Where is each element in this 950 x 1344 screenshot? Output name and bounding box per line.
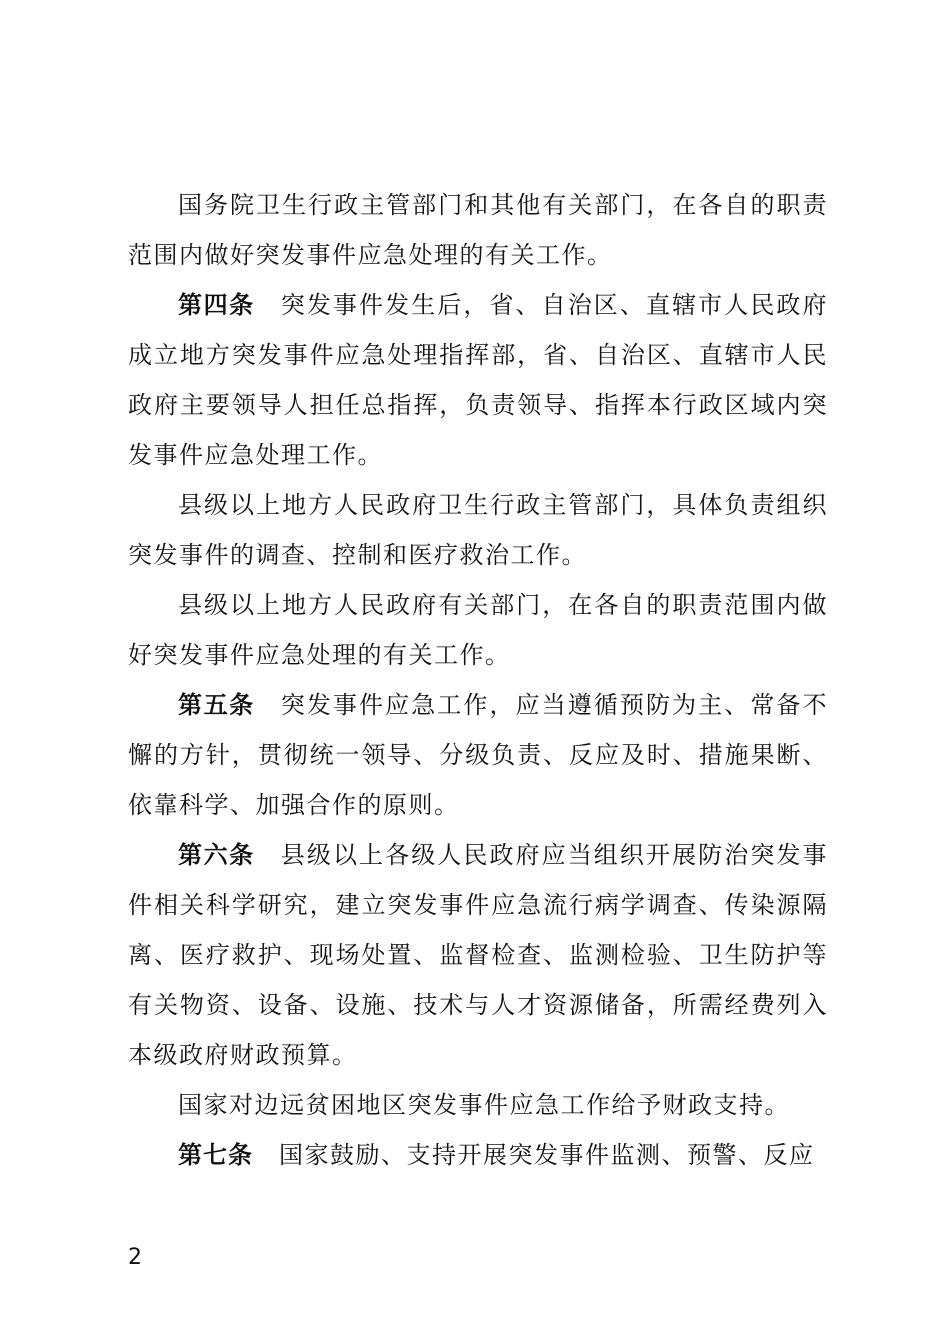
paragraph (128, 480, 828, 580)
paragraph-text: 突发事件应急工作，应当遵循预防为主、常备不懈的方针，贯彻统一领导、分级负责、反应及时、措施果断、依靠科学、加强合作的原则。 (128, 691, 829, 819)
paragraph-text: 国务院卫生行政主管部门和其他有关部门，在各自的职责范围内做好突发事件应急处理的有关工作。 (128, 191, 828, 269)
article-number: 第四条 (178, 291, 255, 319)
article-number: 第五条 (178, 691, 255, 719)
page-number: 2 (128, 1245, 142, 1270)
article-paragraph (128, 280, 828, 480)
paragraph-text: 突发事件发生后，省、自治区、直辖市人民政府成立地方突发事件应急处理指挥部，省、自治区、直辖市人民政府主要领导人担任总指挥，负责领导、指挥本行政区域内突发事件应急处理工作。 (128, 291, 829, 469)
paragraph (128, 580, 828, 680)
article-paragraph (128, 680, 828, 830)
body-text (128, 180, 828, 1180)
paragraph-text: 县级以上地方人民政府有关部门，在各自的职责范围内做好突发事件应急处理的有关工作。 (128, 591, 828, 669)
paragraph-text: 国家对边远贫困地区突发事件应急工作给予财政支持。 (178, 1091, 790, 1119)
article-paragraph (128, 830, 828, 1080)
article-paragraph (128, 1130, 828, 1180)
paragraph-text: 国家鼓励、支持开展突发事件监测、预警、反应 (279, 1141, 815, 1169)
paragraph-text: 县级以上地方人民政府卫生行政主管部门，具体负责组织突发事件的调查、控制和医疗救治工作。 (128, 491, 828, 569)
article-number: 第七条 (178, 1141, 253, 1169)
article-number: 第六条 (178, 841, 255, 869)
paragraph-text: 县级以上各级人民政府应当组织开展防治突发事件相关科学研究，建立突发事件应急流行病学调查、传染源隔离、医疗救护、现场处置、监督检查、监测检验、卫生防护等有关物资、设备、设施、技术与人才资源储备，所需经费列入本级政府财政预算。 (128, 841, 829, 1069)
paragraph (128, 1080, 828, 1130)
paragraph (128, 180, 828, 280)
